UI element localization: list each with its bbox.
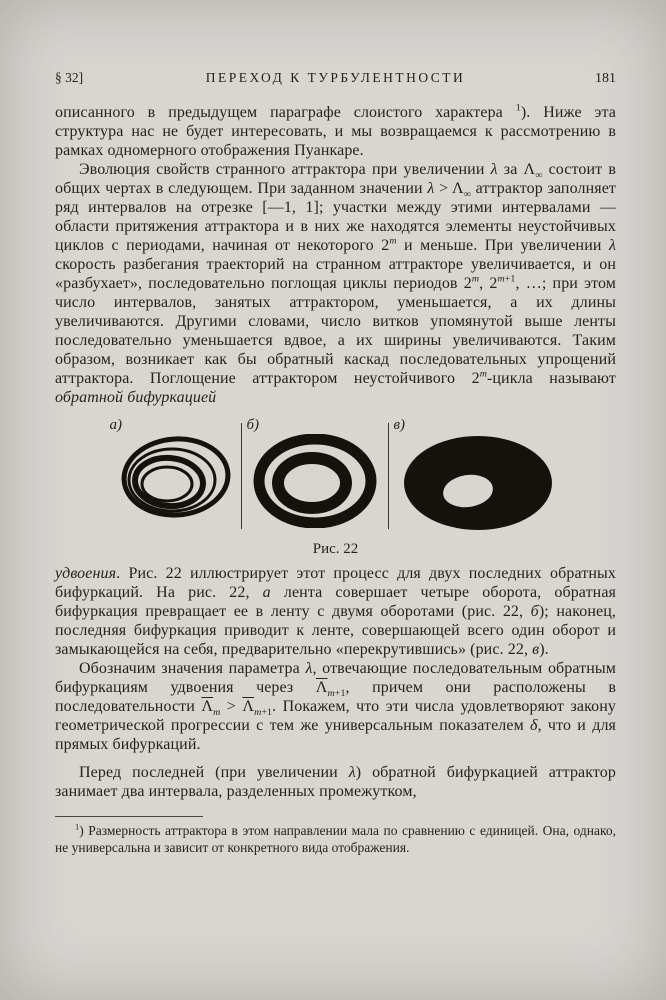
- figure-panel-b: [247, 419, 383, 528]
- footnote-rule: [55, 816, 203, 817]
- panel-divider: [241, 423, 242, 529]
- figure-panels: [55, 419, 616, 532]
- figure-panel-a: [110, 419, 236, 526]
- footnote-text: $^1$) Размерность аттрактора в этом направлении мала по сравнению с единицей. Она, однако, не универсальна и зависит от конкретного вида отображения.: [55, 822, 616, 855]
- attractor-drawing-four-loops: [115, 434, 231, 526]
- paragraph-1: описанного в предыдущем параграфе слоистого характера $^1$). Ниже эта структура нас не будет интересовать, и мы возвращаемся к рассмотрению в рамках одномерного отображения Пуанкаре.: [55, 102, 616, 159]
- panel-divider: [388, 423, 389, 529]
- page-number: 181: [595, 71, 616, 86]
- figure-label-b: б): [246, 417, 260, 433]
- section-marker: § 32]: [55, 70, 84, 85]
- attractor-drawing-single-loop: [399, 434, 557, 532]
- paragraph-5: Перед последней (при увеличении λ) обратной бифуркацией аттрактор занимает два интервала, разделенных промежутком,: [55, 764, 616, 800]
- page-header: [55, 70, 616, 87]
- figure-label-a: а): [109, 417, 122, 433]
- footnote: [55, 816, 616, 856]
- attractor-drawing-two-loops: [252, 434, 378, 528]
- paragraph-4: Обозначим значения параметра λ, отвечающие последовательным обратным бифуркациям удвоения через $\overline{\Lambda}_{m+1}$, причем они расположены в последовательности $\overline{\Lambda}_m > \overline{\Lambda}_{m+1}$. Покажем, что эти числа удовлетворяют закону геометрической прогрессии с тем же универсальным показателем δ, что и для прямых бифуркаций.: [55, 660, 617, 753]
- running-title: ПЕРЕХОД К ТУРБУЛЕНТНОСТИ: [205, 70, 466, 85]
- figure-22: [55, 419, 616, 558]
- figure-panel-c: [394, 419, 562, 532]
- paragraph-3: удвоения. Рис. 22 иллюстрирует этот процесс для двух последних обратных бифуркаций. На рис. 22, а лента совершает четыре оборота, обратная бифуркация превращает ее в ленту с двумя оборотами (рис. 22, б); наконец, последняя бифуркация приводит к ленте, совершающей всего один оборот и замыкающейся на себя, предварительно «перекрутившись» (рис. 22, в).: [55, 565, 616, 658]
- paragraph-2: Эволюция свойств странного аттрактора при увеличении λ за $\Lambda_\infty$ состоит в общих чертах в следующем. При заданном значении $\lambda > \Lambda_\infty$ аттрактор заполняет ряд интервалов на отрезке [—1, 1]; участки между этими интервалами — области притяжения аттрактора и в них же находятся элементы неустойчивых циклов с периодами, начиная от некоторого 2$^m$ и меньше. При увеличении λ скорость разбегания траекторий на странном аттракторе увеличивается, и он «разбухает», последовательно поглощая циклы периодов 2$^m$, $2^{m+1}$, …; при этом число интервалов, занятых аттрактором, уменьшается, а их длины увеличиваются. Другими словами, число витков упомянутой выше ленты последовательно уменьшается вдвое, а их ширины увеличиваются. Таким образом, возникает как бы обратный каскад последовательных упрощений аттрактора. Поглощение аттрактором неустойчивого 2$^m$-цикла называют обратной бифуркацией: [55, 161, 616, 406]
- figure-label-c: в): [393, 417, 406, 433]
- figure-caption: Рис. 22: [312, 541, 359, 557]
